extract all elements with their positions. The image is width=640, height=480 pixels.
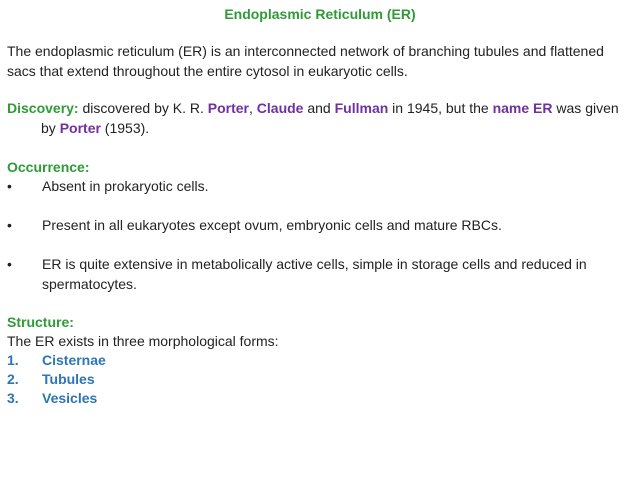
list-item xyxy=(7,388,307,408)
slide-title: Endoplasmic Reticulum (ER) xyxy=(224,6,416,22)
discovery-text-4: in 1945, but the xyxy=(388,100,493,116)
form-vesicles: Vesicles xyxy=(42,390,98,406)
discovery-line-2 xyxy=(7,118,627,138)
list-item xyxy=(7,176,627,196)
discovery-text-6: by xyxy=(41,120,60,136)
occurrence-label: Occurrence: xyxy=(7,159,90,175)
discovery-paragraph xyxy=(7,98,627,138)
discovery-text-7: (1953). xyxy=(100,120,150,136)
bullet-mark: • xyxy=(7,256,12,272)
discovery-text-5: was given xyxy=(552,100,619,116)
occurrence-item-2: Present in all eukaryotes except ovum, embryonic cells and mature RBCs. xyxy=(42,217,502,233)
discovery-label: Discovery: xyxy=(7,100,79,116)
intro-paragraph: The endoplasmic reticulum (ER) is an interconnected network of branching tubules and flattened sacs that extend throughout the entire cytosol in eukaryotic cells. xyxy=(7,43,604,79)
discovery-text-2: , xyxy=(249,100,257,116)
list-item xyxy=(7,350,307,370)
form-number: 3. xyxy=(7,390,19,406)
porter-name: Porter xyxy=(207,100,249,116)
structure-label: Structure: xyxy=(7,314,74,330)
form-number: 1. xyxy=(7,352,19,368)
occurrence-item-1: Absent in prokaryotic cells. xyxy=(42,178,209,194)
list-item xyxy=(7,369,307,389)
bullet-mark: • xyxy=(7,217,12,233)
claude-name: Claude xyxy=(256,100,304,116)
discovery-text-3: and xyxy=(303,100,335,116)
list-item xyxy=(7,254,627,294)
list-item xyxy=(7,215,627,235)
discovery-text-1: discovered by K. R. xyxy=(78,100,208,116)
form-number: 2. xyxy=(7,371,19,387)
bullet-mark: • xyxy=(7,178,12,194)
occurrence-item-3: ER is quite extensive in metabolically active cells, simple in storage cells and reduced in spermatocytes. xyxy=(42,256,587,292)
form-cisternae: Cisternae xyxy=(42,352,106,368)
structure-text: The ER exists in three morphological forms: xyxy=(7,333,279,349)
name-er-highlight: name ER xyxy=(492,100,553,116)
porter-name-2: Porter xyxy=(59,120,101,136)
fullman-name: Fullman xyxy=(334,100,389,116)
form-tubules: Tubules xyxy=(42,371,95,387)
